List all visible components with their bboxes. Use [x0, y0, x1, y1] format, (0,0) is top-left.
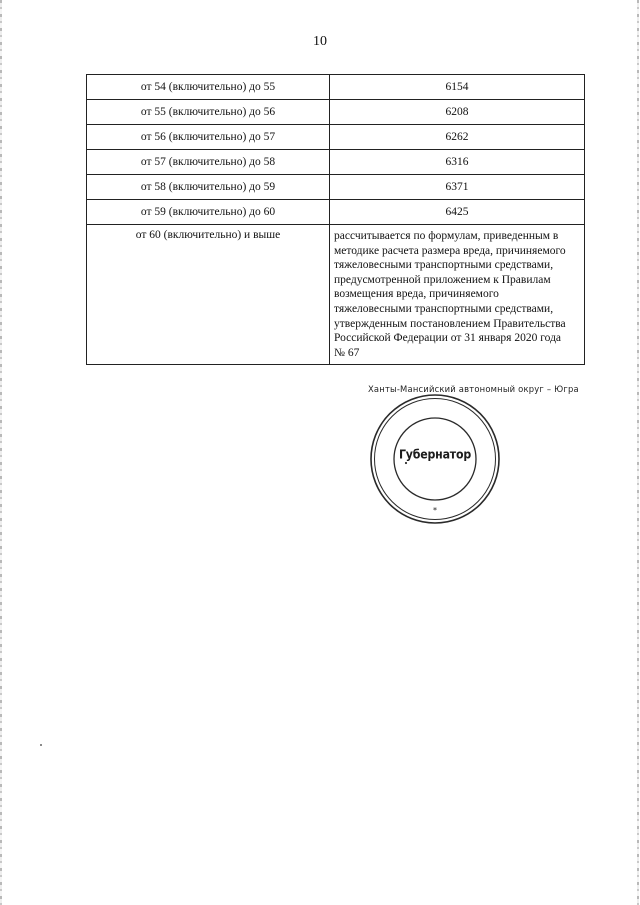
range-cell: от 56 (включительно) до 57	[87, 125, 330, 150]
table-row	[87, 125, 585, 150]
note-line: тяжеловесными транспортными средствами,	[334, 259, 554, 272]
range-cell: от 58 (включительно) до 59	[87, 175, 330, 200]
value-cell: 6316	[330, 150, 585, 175]
note-line: возмещения вреда, причиняемого	[334, 288, 499, 301]
value-cell: 6371	[330, 175, 585, 200]
range-cell: от 57 (включительно) до 58	[87, 150, 330, 175]
formula-note-cell	[330, 225, 585, 365]
note-line: рассчитывается по формулам, приведенным в	[334, 230, 559, 242]
scan-edge-right	[637, 0, 639, 905]
rates-table	[86, 74, 585, 365]
range-cell: от 54 (включительно) до 55	[87, 75, 330, 100]
value-cell: 6154	[330, 75, 585, 100]
table-row	[87, 75, 585, 100]
note-line: № 67	[334, 346, 360, 359]
seal-dot	[405, 462, 407, 464]
note-line: тяжеловесными транспортными средствами,	[334, 302, 554, 315]
official-seal	[368, 384, 579, 526]
page-number: 10	[313, 34, 327, 49]
value-cell: 6425	[330, 200, 585, 225]
note-line: предусмотренной приложением к Правилам	[334, 273, 551, 286]
range-cell: от 59 (включительно) до 60	[87, 200, 330, 225]
table-row	[87, 100, 585, 125]
value-cell: 6262	[330, 125, 585, 150]
table-row	[87, 200, 585, 225]
scan-edge-left	[0, 0, 2, 905]
range-cell: от 60 (включительно) и выше	[87, 225, 330, 365]
table-row	[87, 150, 585, 175]
seal-star: *	[433, 506, 437, 515]
note-line: Российской Федерации от 31 января 2020 года	[334, 332, 562, 345]
range-cell: от 55 (включительно) до 56	[87, 100, 330, 125]
note-line: методике расчета размера вреда, причиняемого	[334, 244, 566, 257]
table-row	[87, 175, 585, 200]
table-row	[87, 225, 585, 365]
value-cell: 6208	[330, 100, 585, 125]
seal-title: Губернатор	[398, 447, 472, 462]
note-line: утвержденным постановлением Правительства	[334, 317, 566, 330]
seal-ring-text: Ханты-Мансийский автономный округ – Югра	[368, 384, 579, 394]
scan-speck	[40, 744, 42, 746]
